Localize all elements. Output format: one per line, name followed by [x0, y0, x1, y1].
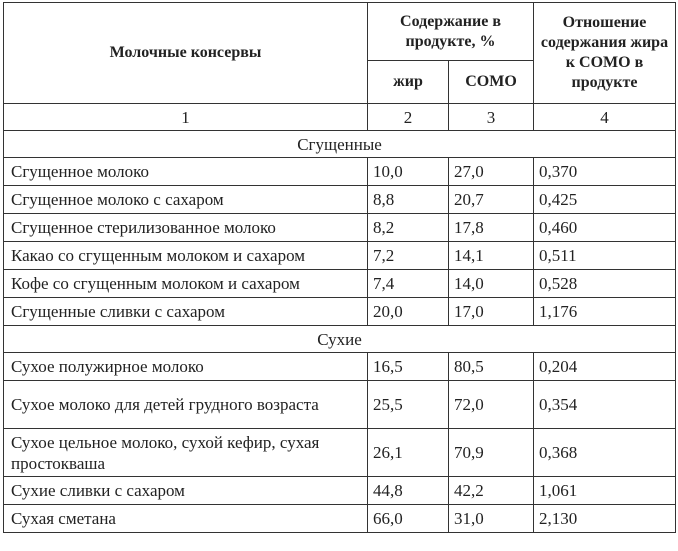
fat-cell: 25,5	[368, 381, 449, 429]
table-row	[4, 477, 676, 505]
table-row	[4, 505, 676, 533]
product-name-cell: Какао со сгущенным молоком и сахаром	[4, 242, 368, 270]
table-row	[4, 186, 676, 214]
table-row	[4, 270, 676, 298]
ratio-cell: 2,130	[534, 505, 676, 533]
header-content: Содержание в продукте, %	[368, 3, 534, 61]
ratio-cell: 0,460	[534, 214, 676, 242]
fat-cell: 7,2	[368, 242, 449, 270]
column-number: 4	[534, 104, 676, 131]
section-title: Сгущенные	[4, 131, 676, 158]
ratio-cell: 0,368	[534, 429, 676, 477]
somo-cell: 20,7	[449, 186, 534, 214]
header-fat: жир	[368, 61, 449, 104]
fat-cell: 8,2	[368, 214, 449, 242]
somo-cell: 17,0	[449, 298, 534, 326]
product-name-cell: Сгущенное стерилизованное молоко	[4, 214, 368, 242]
product-name-cell: Сухое полужирное молоко	[4, 353, 368, 381]
header-row-top	[4, 3, 676, 61]
table-body	[4, 104, 676, 533]
product-name-cell: Сгущенное молоко	[4, 158, 368, 186]
somo-cell: 31,0	[449, 505, 534, 533]
fat-cell: 44,8	[368, 477, 449, 505]
table-row	[4, 429, 676, 477]
product-name-cell: Сухое молоко для детей грудного возраста	[4, 381, 368, 429]
ratio-cell: 0,354	[534, 381, 676, 429]
column-number-row	[4, 104, 676, 131]
section-header-row	[4, 131, 676, 158]
header-product: Молочные консервы	[4, 3, 368, 104]
fat-cell: 8,8	[368, 186, 449, 214]
table-row	[4, 381, 676, 429]
somo-cell: 72,0	[449, 381, 534, 429]
table-row	[4, 214, 676, 242]
somo-cell: 27,0	[449, 158, 534, 186]
header-somo: СОМО	[449, 61, 534, 104]
product-name-cell: Кофе со сгущенным молоком и сахаром	[4, 270, 368, 298]
ratio-cell: 0,204	[534, 353, 676, 381]
somo-cell: 14,0	[449, 270, 534, 298]
ratio-cell: 0,370	[534, 158, 676, 186]
table-row	[4, 158, 676, 186]
ratio-cell: 0,528	[534, 270, 676, 298]
fat-cell: 26,1	[368, 429, 449, 477]
product-name-cell: Сухое цельное молоко, сухой кефир, сухая простокваша	[4, 429, 368, 477]
product-name-cell: Сгущенное молоко с сахаром	[4, 186, 368, 214]
somo-cell: 80,5	[449, 353, 534, 381]
section-header-row	[4, 326, 676, 353]
fat-cell: 16,5	[368, 353, 449, 381]
column-number: 3	[449, 104, 534, 131]
table-row	[4, 242, 676, 270]
product-name-cell: Сухая сметана	[4, 505, 368, 533]
somo-cell: 14,1	[449, 242, 534, 270]
fat-cell: 66,0	[368, 505, 449, 533]
ratio-cell: 1,176	[534, 298, 676, 326]
fat-cell: 10,0	[368, 158, 449, 186]
ratio-cell: 1,061	[534, 477, 676, 505]
column-number: 1	[4, 104, 368, 131]
somo-cell: 70,9	[449, 429, 534, 477]
section-title: Сухие	[4, 326, 676, 353]
table-row	[4, 298, 676, 326]
fat-cell: 7,4	[368, 270, 449, 298]
somo-cell: 42,2	[449, 477, 534, 505]
product-name-cell: Сухие сливки с сахаром	[4, 477, 368, 505]
ratio-cell: 0,425	[534, 186, 676, 214]
ratio-cell: 0,511	[534, 242, 676, 270]
somo-cell: 17,8	[449, 214, 534, 242]
dairy-content-table	[3, 2, 676, 533]
header-ratio: Отношение содержания жира к СОМО в продукте	[534, 3, 676, 104]
product-name-cell: Сгущенные сливки с сахаром	[4, 298, 368, 326]
fat-cell: 20,0	[368, 298, 449, 326]
table-row	[4, 353, 676, 381]
column-number: 2	[368, 104, 449, 131]
